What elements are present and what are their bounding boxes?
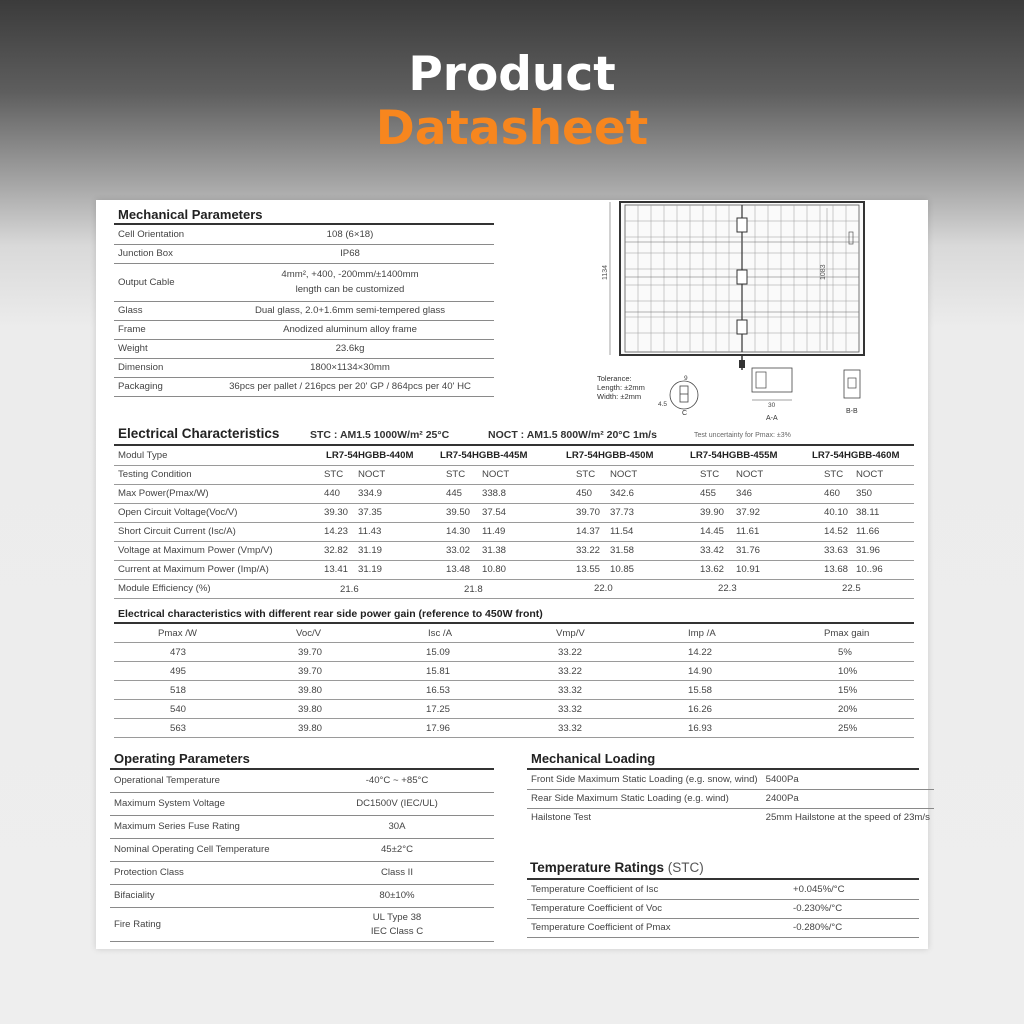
loading-table [527, 770, 934, 827]
section-aa-label: A-A [766, 415, 778, 422]
stc-label: STC [824, 469, 844, 480]
rearside-cell: 33.22 [558, 647, 583, 658]
electrical-stc-value: 33.63 [824, 545, 849, 556]
rearside-row-divider [114, 737, 914, 738]
electrical-noct-value: 31.96 [856, 545, 881, 556]
electrical-stc-value: 39.90 [700, 507, 725, 518]
model-name: LR7-54HGBB-440M [326, 450, 414, 461]
rearside-row [114, 718, 914, 737]
rearside-cell: 16.53 [426, 685, 451, 696]
electrical-stc-value: 32.82 [324, 545, 349, 556]
stc-label: STC [446, 469, 466, 480]
electrical-stc-value: 13.62 [700, 564, 725, 575]
electrical-stc-value: 14.23 [324, 526, 349, 537]
mechanical-row [114, 320, 494, 339]
electrical-stc-value: 455 [700, 488, 717, 499]
electrical-noct-value: 10..96 [856, 564, 883, 575]
rearside-cell: 39.70 [298, 666, 323, 677]
electrical-stc-value: 33.02 [446, 545, 471, 556]
loading-row [527, 789, 934, 808]
temperature-label: Temperature Coefficient of Isc [527, 880, 789, 899]
mechanical-row [114, 244, 494, 263]
operating-row [110, 884, 494, 907]
operating-value: Class II [300, 861, 494, 884]
rearside-cell: 14.90 [688, 666, 713, 677]
mechanical-value: 108 (6×18) [206, 225, 494, 244]
rearside-cell: 10% [838, 666, 858, 677]
rearside-cell: 15.81 [426, 666, 451, 677]
detail-c-label: C [682, 410, 688, 417]
electrical-noct-value: 10.80 [482, 564, 507, 575]
stc-label: STC [576, 469, 596, 480]
temperature-label: Temperature Coefficient of Pmax [527, 918, 789, 937]
condition-row [114, 465, 914, 484]
electrical-stc-value: 13.55 [576, 564, 601, 575]
module-drawing [596, 200, 871, 422]
noct-label: NOCT [482, 469, 510, 480]
electrical-noct-value: 11.43 [358, 526, 382, 537]
operating-label: Protection Class [110, 861, 300, 884]
electrical-row [114, 503, 914, 522]
mechanical-value: Anodized aluminum alloy frame [206, 320, 494, 339]
electrical-noct-value: 38.11 [856, 507, 880, 518]
electrical-noct-value: 350 [856, 488, 873, 499]
electrical-noct-value: 31.58 [610, 545, 635, 556]
efficiency-value: 21.8 [464, 584, 483, 595]
operating-row [110, 792, 494, 815]
mechanical-value: 1800×1134×30mm [206, 358, 494, 377]
loading-title: Mechanical Loading [531, 751, 656, 766]
model-name: LR7-54HGBB-450M [566, 450, 654, 461]
electrical-noct-value: 11.54 [610, 526, 634, 537]
mechanical-value: 23.6kg [206, 339, 494, 358]
operating-value: 80±10% [300, 884, 494, 907]
rearside-row [114, 680, 914, 699]
rearside-cell: 39.80 [298, 704, 323, 715]
electrical-row-label: Max Power(Pmax/W) [118, 488, 209, 499]
test-uncertainty: Test uncertainty for Pmax: ±3% [694, 432, 791, 439]
operating-row [110, 907, 494, 941]
operating-value: 30A [300, 815, 494, 838]
operating-label: Nominal Operating Cell Temperature [110, 838, 300, 861]
noct-label: NOCT [736, 469, 764, 480]
electrical-stc-value: 33.42 [700, 545, 725, 556]
electrical-table [114, 446, 914, 596]
temperature-title-main: Temperature Ratings [530, 860, 665, 875]
mechanical-value: Dual glass, 2.0+1.6mm semi-tempered glass [206, 301, 494, 320]
electrical-stc-value: 39.50 [446, 507, 471, 518]
operating-value: 45±2°C [300, 838, 494, 861]
efficiency-value: 22.5 [842, 583, 861, 594]
loading-value: 5400Pa [762, 770, 934, 789]
efficiency-value: 21.6 [340, 584, 359, 595]
rearside-cell: 495 [170, 666, 187, 677]
rearside-cell: 563 [170, 723, 187, 734]
temperature-value: +0.045%/°C [789, 880, 919, 899]
rearside-header: Voc/V [296, 628, 322, 639]
electrical-stc-value: 460 [824, 488, 841, 499]
condition-label: Testing Condition [118, 469, 192, 480]
temperature-row [527, 899, 919, 918]
rearside-cell: 25% [838, 723, 858, 734]
noct-label: NOCT [856, 469, 884, 480]
electrical-row-label: Voltage at Maximum Power (Vmp/V) [118, 545, 273, 556]
mechanical-row [114, 225, 494, 244]
rearside-cell: 540 [170, 704, 187, 715]
rearside-cell: 16.93 [688, 723, 713, 734]
dimension-30-label: 30 [768, 402, 776, 409]
rearside-cell: 15.09 [426, 647, 451, 658]
stc-label: STC [324, 469, 344, 480]
hero-title [0, 48, 1024, 156]
model-name: LR7-54HGBB-445M [440, 450, 528, 461]
fire-rating-ul: UL Type 38 [372, 911, 422, 923]
electrical-row [114, 522, 914, 541]
dimension-height-label: 1134 [602, 264, 609, 280]
electrical-noct-value: 10.85 [610, 564, 635, 575]
electrical-noct-value: 338.8 [482, 488, 507, 499]
rearside-cell: 473 [170, 647, 187, 658]
rearside-table [114, 623, 914, 741]
model-name: LR7-54HGBB-455M [690, 450, 778, 461]
operating-label: Operational Temperature [110, 770, 300, 792]
electrical-stc-value: 14.30 [446, 526, 471, 537]
electrical-noct-value: 31.19 [358, 545, 383, 556]
electrical-stc-value: 440 [324, 488, 341, 499]
mechanical-row [114, 377, 494, 396]
electrical-row [114, 541, 914, 560]
electrical-noct-value: 31.76 [736, 545, 761, 556]
mechanical-label: Frame [114, 320, 206, 339]
rearside-cell: 14.22 [688, 647, 713, 658]
electrical-noct-value: 10.91 [736, 564, 761, 575]
operating-label: Bifaciality [110, 884, 300, 907]
rearside-header: Imp /A [688, 628, 716, 639]
electrical-noct-value: 31.19 [358, 564, 383, 575]
operating-row [110, 770, 494, 792]
electrical-noct-value: 37.73 [610, 507, 635, 518]
tolerance-title: Tolerance: [597, 374, 632, 383]
dimension-inner-label: 1083 [820, 264, 827, 280]
electrical-stc-value: 39.70 [576, 507, 601, 518]
mechanical-label: Packaging [114, 377, 206, 396]
electrical-noct-value: 346 [736, 488, 753, 499]
rearside-row [114, 661, 914, 680]
electrical-stc-value: 450 [576, 488, 593, 499]
rearside-cell: 20% [838, 704, 858, 715]
rearside-cell: 39.80 [298, 723, 323, 734]
electrical-noct-value: 37.54 [482, 507, 507, 518]
output-cable-note: length can be customized [295, 284, 405, 295]
electrical-noct-value: 342.6 [610, 488, 635, 499]
operating-value: DC1500V (IEC/UL) [300, 792, 494, 815]
operating-value [300, 907, 494, 941]
stc-label: STC [700, 469, 720, 480]
temperature-table [527, 880, 919, 938]
mechanical-label: Dimension [114, 358, 206, 377]
operating-label: Fire Rating [110, 907, 300, 941]
loading-value: 2400Pa [762, 789, 934, 808]
rearside-cell: 39.80 [298, 685, 323, 696]
electrical-row-label: Short Circuit Current (Isc/A) [118, 526, 236, 537]
model-label: Modul Type [118, 450, 168, 461]
efficiency-value: 22.3 [718, 583, 737, 594]
rearside-row [114, 642, 914, 661]
tolerance-length: Length: ±2mm [597, 383, 645, 392]
operating-value: -40°C ~ +85°C [300, 770, 494, 792]
electrical-row [114, 484, 914, 503]
section-bb-profile [844, 370, 860, 398]
dimension-45-label: 4.5 [658, 401, 668, 408]
output-cable-spec: 4mm², +400, -200mm/±1400mm [281, 269, 419, 280]
rearside-row [114, 699, 914, 718]
rearside-cell: 16.26 [688, 704, 713, 715]
electrical-stc-value: 13.68 [824, 564, 849, 575]
noct-conditions: NOCT : AM1.5 800W/m² 20°C 1m/s [488, 429, 657, 441]
mechanical-value: 36pcs per pallet / 216pcs per 20' GP / 864pcs per 40' HC [206, 377, 494, 396]
mechanical-value [206, 263, 494, 301]
datasheet-page [96, 200, 928, 949]
loading-value: 25mm Hailstone at the speed of 23m/s [765, 812, 930, 824]
rearside-title: Electrical characteristics with different rear side power gain (reference to 450W front) [118, 608, 543, 620]
dimension-9-label: 9 [684, 375, 688, 382]
tolerance-width: Width: ±2mm [597, 392, 642, 401]
loading-label: Rear Side Maximum Static Loading (e.g. wind) [527, 789, 762, 808]
temperature-title [530, 860, 704, 875]
temperature-label: Temperature Coefficient of Voc [527, 899, 789, 918]
fire-rating-iec: IEC Class C [370, 925, 424, 937]
mechanical-label: Weight [114, 339, 206, 358]
electrical-noct-value: 334.9 [358, 488, 383, 499]
detail-c-circle [670, 381, 698, 409]
mechanical-row [114, 263, 494, 301]
temperature-row [527, 880, 919, 899]
rearside-cell: 15% [838, 685, 858, 696]
rearside-cell: 39.70 [298, 647, 323, 658]
mechanical-table [114, 225, 494, 397]
efficiency-label: Module Efficiency (%) [118, 583, 211, 594]
rearside-cell: 5% [838, 647, 852, 658]
mechanical-value: IP68 [206, 244, 494, 263]
rearside-cell: 518 [170, 685, 187, 696]
electrical-noct-value: 11.61 [736, 526, 760, 537]
electrical-title: Electrical Characteristics [118, 426, 280, 441]
electrical-noct-value: 11.66 [856, 526, 880, 537]
temperature-row [527, 918, 919, 937]
mechanical-row [114, 358, 494, 377]
noct-label: NOCT [610, 469, 638, 480]
temperature-title-suffix: (STC) [667, 860, 704, 875]
mechanical-label: Junction Box [114, 244, 206, 263]
electrical-row-label: Current at Maximum Power (Imp/A) [118, 564, 269, 575]
rearside-cell: 15.58 [688, 685, 713, 696]
efficiency-row [114, 579, 914, 598]
rearside-header: Pmax gain [824, 628, 870, 639]
mechanical-row [114, 339, 494, 358]
mechanical-label: Glass [114, 301, 206, 320]
noct-label: NOCT [358, 469, 386, 480]
model-name: LR7-54HGBB-460M [812, 450, 900, 461]
model-header-row [114, 446, 914, 465]
rearside-header: Vmp/V [556, 628, 585, 639]
electrical-stc-value: 13.48 [446, 564, 471, 575]
mechanical-label: Output Cable [114, 263, 206, 301]
electrical-noct-value: 37.35 [358, 507, 383, 518]
electrical-stc-value: 445 [446, 488, 463, 499]
operating-row [110, 838, 494, 861]
electrical-stc-value: 39.30 [324, 507, 349, 518]
rearside-cell: 33.22 [558, 666, 583, 677]
mechanical-row [114, 301, 494, 320]
operating-row [110, 861, 494, 884]
rearside-cell: 33.32 [558, 704, 583, 715]
electrical-noct-value: 11.49 [482, 526, 506, 537]
rearside-cell: 33.32 [558, 685, 583, 696]
rearside-cell: 17.96 [426, 723, 451, 734]
operating-table [110, 770, 494, 942]
loading-row [527, 770, 934, 789]
operating-label: Maximum System Voltage [110, 792, 300, 815]
temperature-value: -0.230%/°C [789, 899, 919, 918]
mechanical-label: Cell Orientation [114, 225, 206, 244]
electrical-stc-value: 33.22 [576, 545, 601, 556]
operating-title: Operating Parameters [114, 751, 250, 766]
rearside-header: Pmax /W [158, 628, 197, 639]
electrical-stc-value: 14.52 [824, 526, 849, 537]
electrical-row-label: Open Circuit Voltage(Voc/V) [118, 507, 238, 518]
loading-label: Hailstone Test [531, 812, 592, 824]
operating-label: Maximum Series Fuse Rating [110, 815, 300, 838]
section-bb-label: B-B [846, 408, 858, 415]
temperature-value: -0.280%/°C [789, 918, 919, 937]
rearside-cell: 33.32 [558, 723, 583, 734]
mechanical-title: Mechanical Parameters [118, 207, 263, 222]
electrical-stc-value: 40.10 [824, 507, 849, 518]
hero-title-line2: Datasheet [375, 101, 649, 156]
hero-title-line1: Product [408, 47, 616, 102]
loading-row [527, 808, 934, 827]
electrical-stc-value: 13.41 [324, 564, 349, 575]
rearside-header: Isc /A [428, 628, 452, 639]
electrical-noct-value: 31.38 [482, 545, 507, 556]
rearside-cell: 17.25 [426, 704, 451, 715]
loading-label: Front Side Maximum Static Loading (e.g. snow, wind) [527, 770, 762, 789]
rearside-header-row [114, 623, 914, 642]
electrical-noct-value: 37.92 [736, 507, 761, 518]
efficiency-value: 22.0 [594, 583, 613, 594]
operating-row [110, 815, 494, 838]
electrical-stc-value: 14.37 [576, 526, 601, 537]
section-aa-profile [752, 368, 792, 392]
electrical-row [114, 560, 914, 579]
stc-conditions: STC : AM1.5 1000W/m² 25°C [310, 429, 450, 441]
electrical-stc-value: 14.45 [700, 526, 725, 537]
